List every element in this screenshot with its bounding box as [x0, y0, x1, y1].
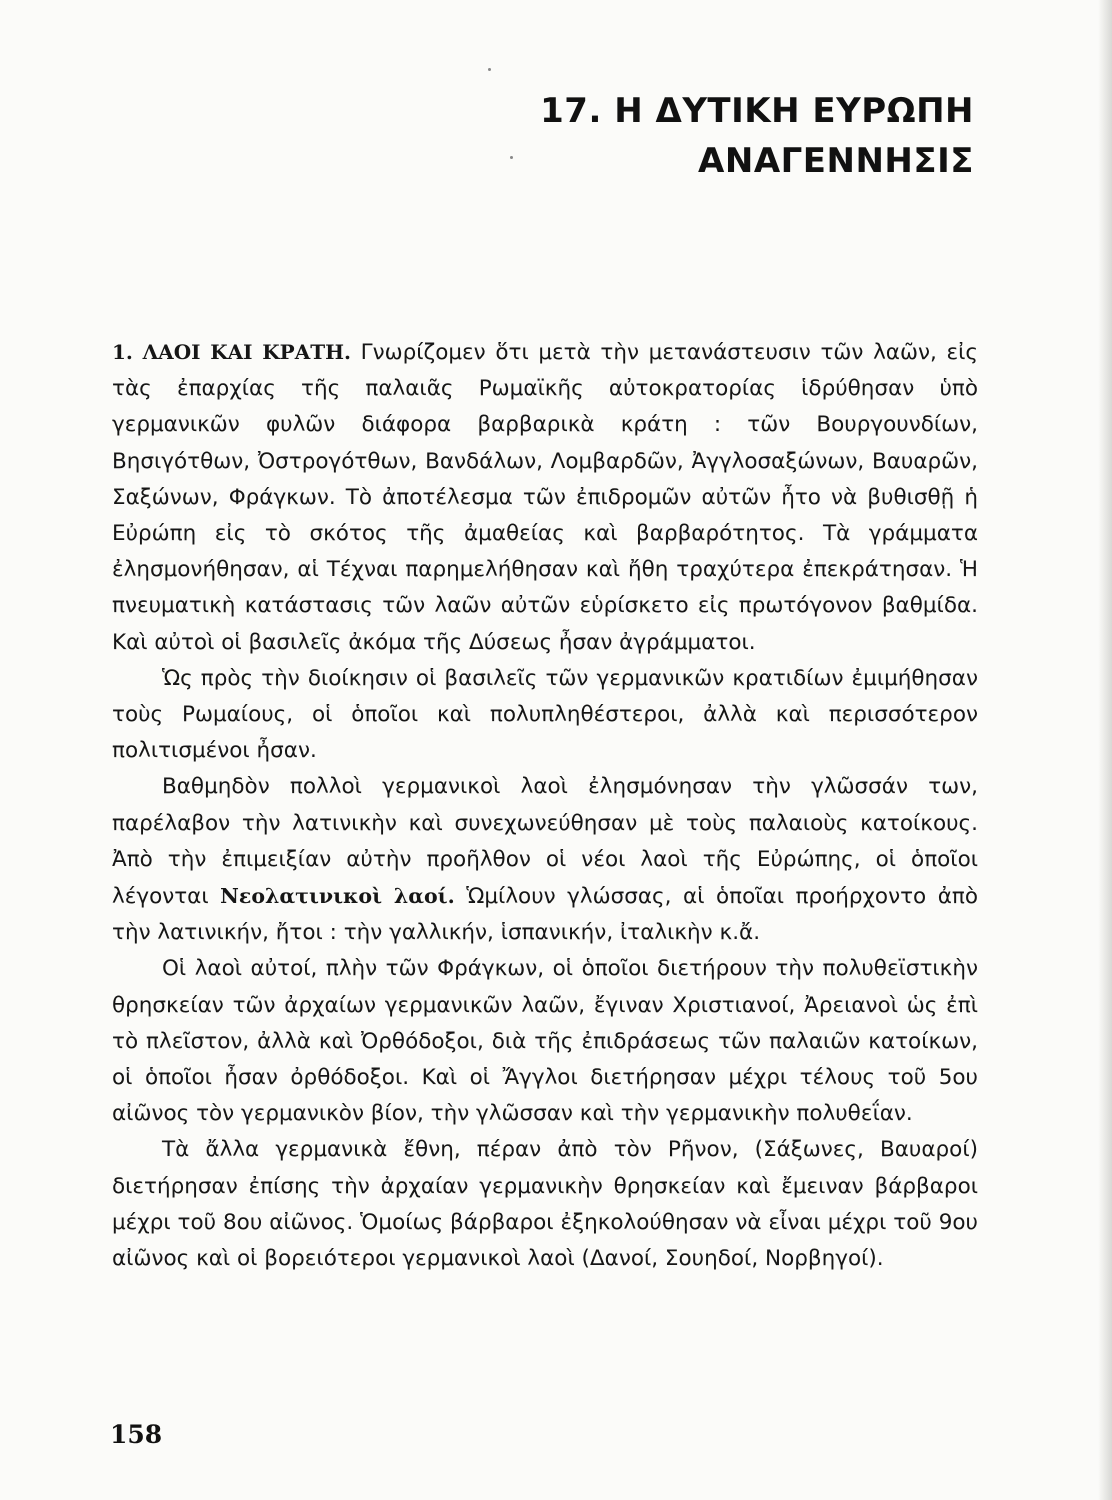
paragraph-5: Τὰ ἄλλα γερμανικὰ ἔθνη, πέραν ἀπὸ τὸν Ρῆνον, (Σάξωνες, Βαυαροί) διετήρησαν ἐπίσης τὴν ἀρχαίαν γερμανικὴν θρησκείαν καὶ ἔμειναν βάρβαροι μέχρι τοῦ 8ου αἰῶνος. Ὁμοίως βάρβαροι ἐξηκολούθησαν νὰ εἶναι μέχρι τοῦ 9ου αἰῶνος καὶ οἱ βορειότεροι γερμανικοὶ λαοὶ (Δανοί, Σουηδοί, Νορβηγοί). — [112, 1137, 978, 1272]
neolatin-peoples-term: Νεολατινικοὶ λαοί. — [220, 884, 455, 909]
scan-speck — [488, 68, 491, 71]
page-number: 158 — [110, 1420, 163, 1449]
paragraph-1 — [112, 334, 978, 661]
paragraph-2: Ὡς πρὸς τὴν διοίκησιν οἱ βασιλεῖς τῶν γερμανικῶν κρατιδίων ἐμιμήθησαν τοὺς Ρωμαίους, οἱ ὁποῖοι καὶ πολυπληθέστεροι, ἀλλὰ καὶ περισσότερον πολιτισμένοι ἦσαν. — [112, 665, 978, 764]
page-edge-shadow — [1098, 0, 1112, 1500]
paragraph-4: Οἱ λαοὶ αὐτοί, πλὴν τῶν Φράγκων, οἱ ὁποῖοι διετήρουν τὴν πολυθεϊστικὴν θρησκείαν τῶν ἀρχαίων γερμανικῶν λαῶν, ἔγιναν Χριστιανοί, Ἀρειανοὶ ὡς ἐπὶ τὸ πλεῖστον, ἀλλὰ καὶ Ὀρθόδοξοι, διὰ τῆς ἐπιδράσεως τῶν παλαιῶν κατοίκων, οἱ ὁποῖοι ἦσαν ὀρθόδοξοι. Καὶ οἱ Ἄγγλοι διετήρησαν μέχρι τέλους τοῦ 5ου αἰῶνος τὸν γερμανικὸν βίον, τὴν γλῶσσαν καὶ τὴν γερμανικὴν πολυθεΐαν. — [112, 956, 978, 1127]
body-text — [112, 334, 978, 1277]
scan-speck — [510, 156, 513, 159]
paragraph-1-text: Γνωρίζομεν ὅτι μετὰ τὴν μετανάστευσιν τῶν λαῶν, εἰς τὰς ἐπαρχίας τῆς παλαιᾶς Ρωμαϊκῆς αὐτοκρατορίας ἱδρύθησαν ὑπὸ γερμανικῶν φυλῶν διάφορα βαρβαρικὰ κράτη : τῶν Βουργουνδίων, Βησιγότθων, Ὀστρογότθων, Βανδάλων, Λομβαρδῶν, Ἀγγλοσαξώνων, Βαυαρῶν, Σαξώνων, Φράγκων. Τὸ ἀποτέλεσμα τῶν ἐπιδρομῶν αὐτῶν ἦτο νὰ βυθισθῇ ἡ Εὐρώπη εἰς τὸ σκότος τῆς ἀμαθείας καὶ βαρβαρότητος. Τὰ γράμματα ἐλησμονήθησαν, αἱ Τέχναι παρημελήθησαν καὶ ἤθη τραχύτερα ἐπεκράτησαν. Ἡ πνευματικὴ κατάστασις τῶν λαῶν αὐτῶν εὑρίσκετο εἰς πρωτόγονον βαθμίδα. Καὶ αὐτοὶ οἱ βασιλεῖς ἀκόμα τῆς Δύσεως ἦσαν ἀγράμματοι. — [112, 340, 978, 655]
section-heading: 1. ΛΑΟΙ ΚΑΙ ΚΡΑΤΗ. — [112, 340, 351, 364]
paragraph-3-text-b: Ὡμίλουν γλώσσας, αἱ ὁποῖαι προήρχοντο ἀπὸ τὴν λατινικήν, ἤτοι : τὴν γαλλικήν, ἱσπανικήν, ἰταλικὴν κ.ἄ. — [112, 884, 978, 946]
paragraph-3 — [112, 769, 978, 951]
chapter-title — [540, 86, 974, 186]
chapter-title-line-2: ΑΝΑΓΕΝΝΗΣΙΣ — [698, 141, 974, 181]
paragraph-3-text-a: Βαθμηδὸν πολλοὶ γερμανικοὶ λαοὶ ἐλησμόνησαν τὴν γλῶσσάν των, παρέλαβον τὴν λατινικὴν καὶ συνεχωνεύθησαν μὲ τοὺς παλαιοὺς κατοίκους. Ἀπὸ τὴν ἐπιμειξίαν αὐτὴν προῆλθον οἱ νέοι λαοὶ τῆς Εὐρώπης, οἱ ὁποῖοι λέγονται — [112, 774, 978, 910]
chapter-title-line-1: 17. Η ΔΥΤΙΚΗ ΕΥΡΩΠΗ — [540, 91, 974, 131]
